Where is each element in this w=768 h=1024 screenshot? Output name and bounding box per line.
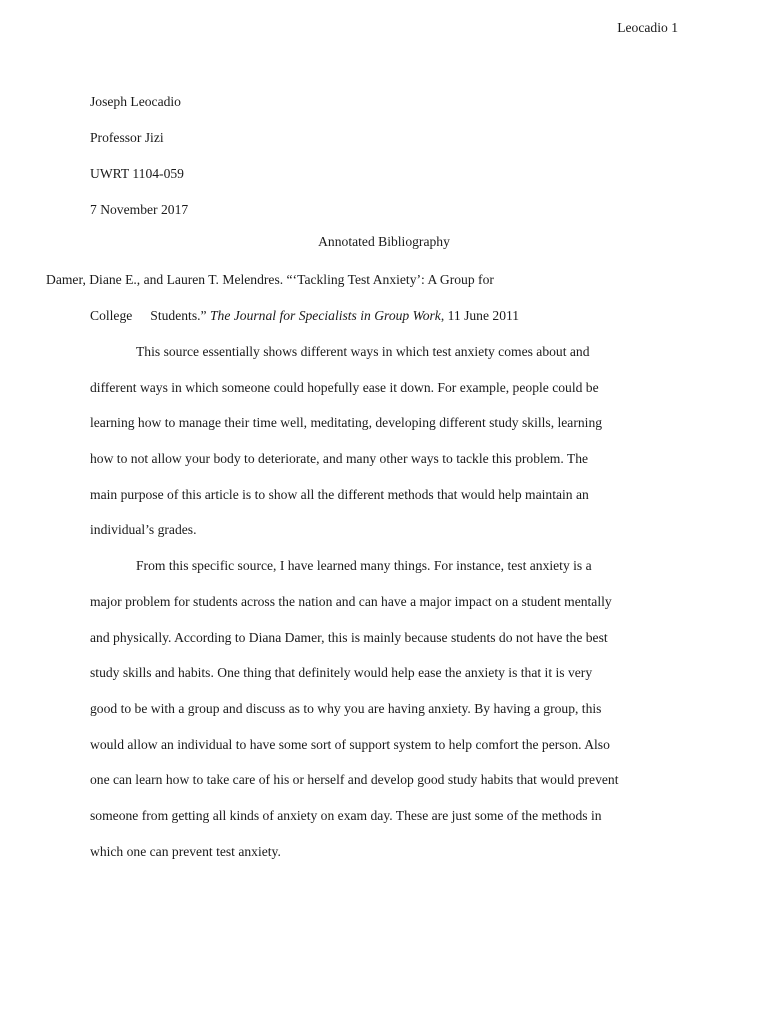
paragraph-line: learning how to manage their time well, meditating, developing different study skills, learning <box>90 415 603 431</box>
annotation-body <box>90 342 690 877</box>
citation-line-2 <box>90 306 519 326</box>
document-date: 7 November 2017 <box>90 202 189 217</box>
paragraph-line: someone from getting all kinds of anxiety on exam day. These are just some of the methods in <box>90 807 602 823</box>
journal-title: The Journal for Specialists in Group Work <box>209 308 441 323</box>
paragraph-reflection <box>90 556 690 877</box>
paragraph-line: From this specific source, I have learned many things. For instance, test anxiety is a <box>136 558 592 574</box>
paragraph-line: different ways in which someone could hopefully ease it down. For example, people could be <box>90 379 599 395</box>
paragraph-line: one can learn how to take care of his or herself and develop good study habits that would prevent <box>90 772 619 788</box>
citation-entry <box>46 270 706 323</box>
paragraph-line: individual’s grades. <box>90 522 197 538</box>
paragraph-line: good to be with a group and discuss as to why you are having anxiety. By having a group, this <box>90 700 602 716</box>
professor-name: Professor Jizi <box>90 130 164 145</box>
paragraph-line: major problem for students across the nation and can have a major impact on a student mentally <box>90 593 612 609</box>
citation-word-college: College <box>90 308 133 323</box>
paragraph-line: would allow an individual to have some sort of support system to help comfort the person. Also <box>90 736 610 752</box>
author-name: Joseph Leocadio <box>90 94 181 109</box>
course-code: UWRT 1104-059 <box>90 166 184 181</box>
paragraph-line: main purpose of this article is to show all the different methods that would help maintain an <box>90 486 589 502</box>
citation-word-students: Students.” <box>150 308 207 323</box>
citation-line-1: Damer, Diane E., and Lauren T. Melendres. “‘Tackling Test Anxiety’: A Group for <box>46 272 494 287</box>
running-head: Leocadio 1 <box>617 20 678 35</box>
paragraph-line: how to not allow your body to deteriorate, and many other ways to tackle this problem. The <box>90 451 589 467</box>
document-title: Annotated Bibliography <box>318 234 450 249</box>
paragraph-line: This source essentially shows different ways in which test anxiety comes about and <box>136 344 590 359</box>
paragraph-line: and physically. According to Diana Damer, this is mainly because students do not have the best <box>90 629 608 645</box>
mla-heading <box>90 92 690 236</box>
paragraph-summary <box>90 342 690 556</box>
paragraph-line: study skills and habits. One thing that definitely would help ease the anxiety is that it is very <box>90 665 593 681</box>
paragraph-line: which one can prevent test anxiety. <box>90 843 281 859</box>
citation-date: , 11 June 2011 <box>440 308 520 323</box>
